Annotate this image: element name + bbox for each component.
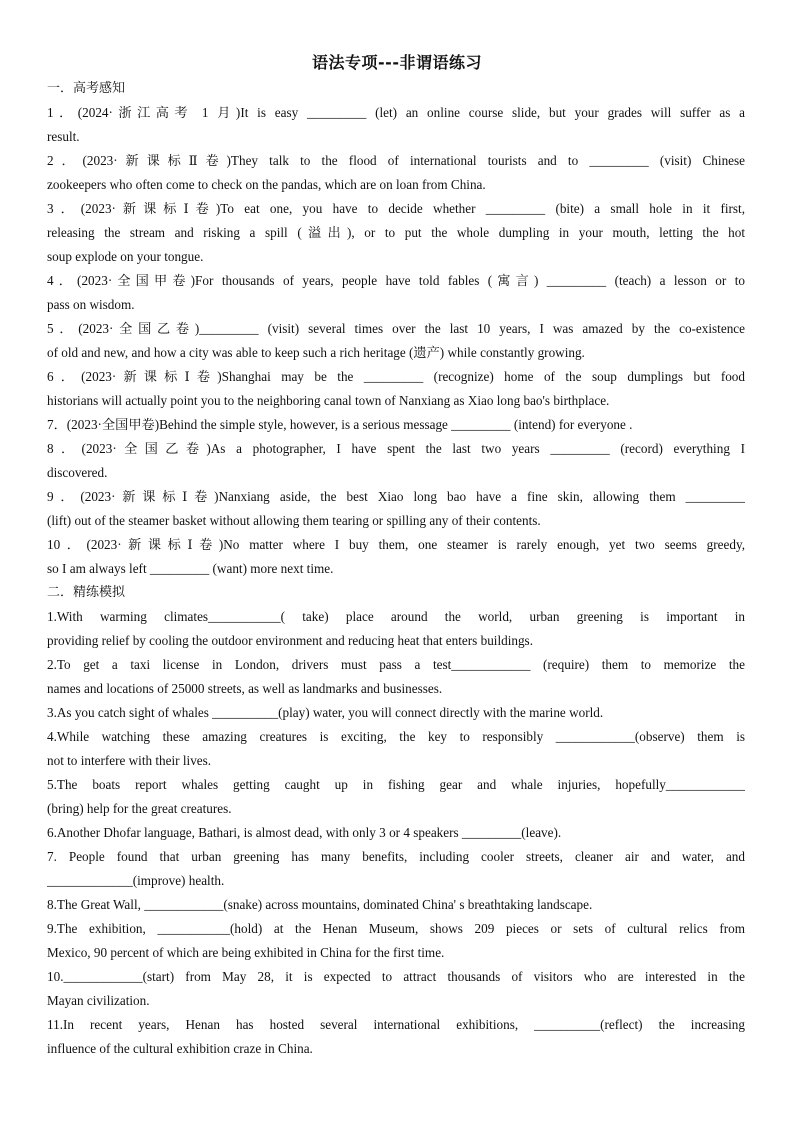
text-line: soup explode on your tongue. xyxy=(47,249,204,264)
text-line: influence of the cultural exhibition craze in China. xyxy=(47,1041,313,1056)
section-heading: 二．精练模拟 xyxy=(47,585,126,600)
text-line: not to interfere with their lives. xyxy=(47,753,212,768)
document-body xyxy=(47,77,745,1061)
text-line: releasing the stream and risking a spill (溢出), or to put the whole dumpling in your mouth, letting the hot xyxy=(47,225,745,240)
text-line: providing relief by cooling the outdoor environment and reducing heat that enters buildings. xyxy=(47,633,533,648)
text-line: discovered. xyxy=(47,465,108,480)
text-line: 4.While watching these amazing creatures is exciting, the key to responsibly ____________(observe) them is xyxy=(47,729,745,744)
text-line: names and locations of 25000 streets, as well as landmarks and businesses. xyxy=(47,681,443,696)
text-line: zookeepers who often come to check on the pandas, which are on loan from China. xyxy=(47,177,486,192)
text-line: 6．(2023·新课标Ⅰ卷)Shanghai may be the _________ (recognize) home of the soup dumplings but food xyxy=(47,369,745,384)
text-line: 6.Another Dhofar language, Bathari, is almost dead, with only 3 or 4 speakers _________(leave). xyxy=(47,825,562,840)
text-line: (bring) help for the great creatures. xyxy=(47,801,232,816)
text-line: result. xyxy=(47,129,80,144)
text-line: 2．(2023·新课标Ⅱ卷)They talk to the flood of international tourists and to _________ (visit) Chinese xyxy=(47,153,745,168)
text-line: 9.The exhibition, ___________(hold) at the Henan Museum, shows 209 pieces or sets of cultural relics from xyxy=(47,921,745,936)
text-line: (lift) out of the steamer basket without allowing them tearing or spilling any of their contents. xyxy=(47,513,541,528)
text-line: 9．(2023·新课标Ⅰ卷)Nanxiang aside, the best Xiao long bao have a fine skin, allowing them _________ xyxy=(47,489,745,504)
text-line: Mexico, 90 percent of which are being exhibited in China for the first time. xyxy=(47,945,445,960)
text-line: 2.To get a taxi license in London, drivers must pass a test____________ (require) them to memorize the xyxy=(47,657,745,672)
text-line: historians will actually point you to the neighboring canal town of Nanxiang as Xiao long bao's birthplace. xyxy=(47,393,610,408)
text-line: 8．(2023·全国乙卷)As a photographer, I have spent the last two years _________ (record) everything I xyxy=(47,441,745,456)
text-line: _____________(improve) health. xyxy=(47,873,225,888)
text-line: 3．(2023·新课标Ⅰ卷)To eat one, you have to decide whether _________ (bite) a small hole in it first, xyxy=(47,201,745,216)
text-line: of old and new, and how a city was able to keep such a rich heritage (遗产) while constantly growing. xyxy=(47,345,585,360)
text-line: Mayan civilization. xyxy=(47,993,150,1008)
text-line: 8.The Great Wall, ____________(snake) across mountains, dominated China' s breathtaking landscape. xyxy=(47,897,593,912)
text-line: 4．(2023·全国甲卷)For thousands of years, people have told fables (寓言) _________ (teach) a lesson or to xyxy=(47,273,745,288)
text-line: 7．(2023·全国甲卷)Behind the simple style, however, is a serious message _________ (intend) for everyone . xyxy=(47,417,633,432)
section-heading: 一．高考感知 xyxy=(47,81,126,96)
text-line: 5．(2023·全国乙卷)_________ (visit) several times over the last 10 years, I was amazed by the co-existence xyxy=(47,321,745,336)
text-line: 10．(2023·新课标Ⅰ卷)No matter where I buy them, one steamer is rarely enough, yet two seems greedy, xyxy=(47,537,745,552)
text-line: 10.____________(start) from May 28, it is expected to attract thousands of visitors who are interested in the xyxy=(47,969,745,984)
text-line: 1．(2024·浙江高考 1 月)It is easy _________ (let) an online course slide, but your grades will suffer as a xyxy=(47,105,745,120)
page-title: 语法专项---非谓语练习 xyxy=(312,53,482,72)
text-line: pass on wisdom. xyxy=(47,297,135,312)
text-line: 1.With warming climates___________( take) place around the world, urban greening is important in xyxy=(47,609,745,624)
text-line: so I am always left _________ (want) more next time. xyxy=(47,561,334,576)
text-line: 5.The boats report whales getting caught up in fishing gear and whale injuries, hopefully____________ xyxy=(47,777,745,792)
text-line: 3.As you catch sight of whales __________(play) water, you will connect directly with the marine world. xyxy=(47,705,604,720)
text-line: 11.In recent years, Henan has hosted several international exhibitions, __________(reflect) the increasing xyxy=(47,1017,745,1032)
text-line: 7. People found that urban greening has many benefits, including cooler streets, cleaner air and water, and xyxy=(47,849,745,864)
